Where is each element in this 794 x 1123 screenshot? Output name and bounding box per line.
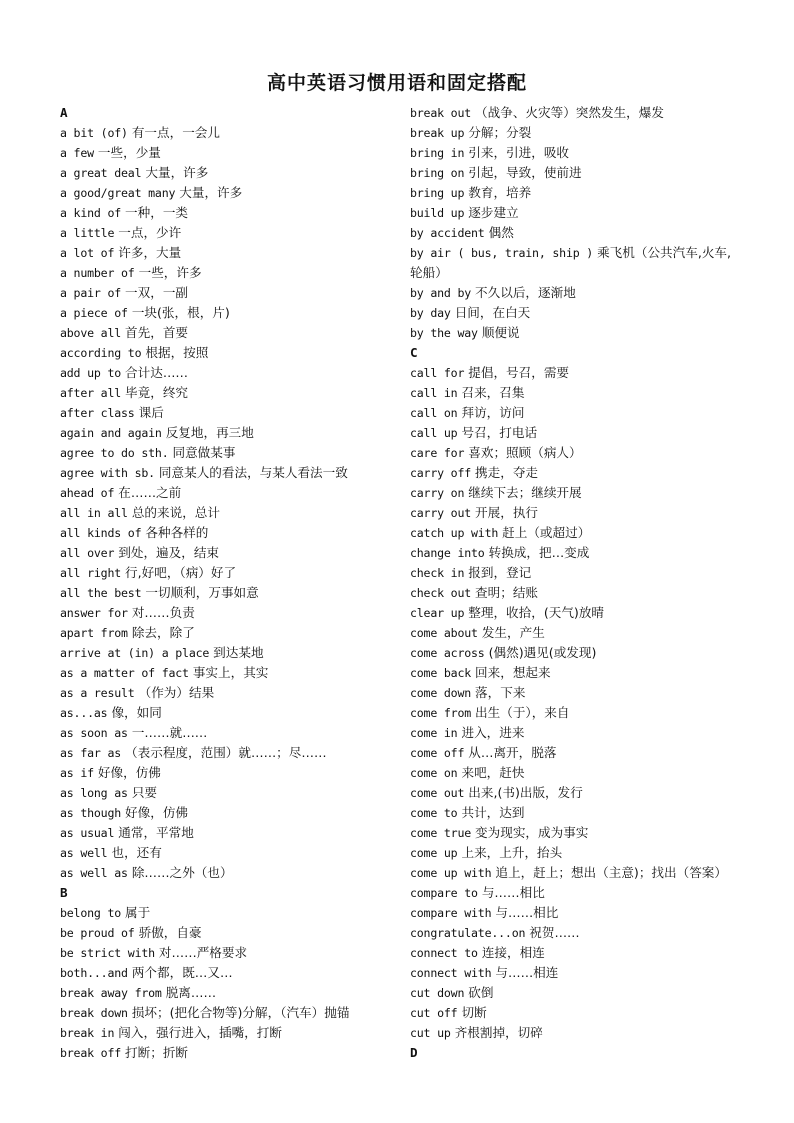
phrase-entry — [410, 583, 742, 603]
phrase-entry — [60, 243, 395, 263]
phrase-entry — [60, 743, 395, 763]
phrase-entry — [60, 183, 395, 203]
phrase-entry — [60, 983, 395, 1003]
phrase-entry — [60, 963, 395, 983]
chinese-meaning: 偶然 — [488, 225, 514, 240]
chinese-meaning: 出来,(书)出版，发行 — [468, 785, 583, 800]
phrase-entry — [60, 923, 395, 943]
chinese-meaning: 乘飞机（公共汽车,火车, — [597, 245, 732, 260]
chinese-meaning: 连接，相连 — [481, 945, 545, 960]
phrase-entry — [60, 143, 395, 163]
english-phrase: by air ( bus, train, ship ) — [410, 246, 594, 260]
chinese-meaning: （战争、火灾等）突然发生，爆发 — [475, 105, 664, 120]
chinese-meaning: 引起，导致，使前进 — [468, 165, 582, 180]
phrase-entry — [60, 643, 395, 663]
chinese-meaning: 追上，赶上；想出（主意)；找出（答案） — [495, 865, 727, 880]
english-phrase: connect with — [410, 966, 492, 980]
chinese-meaning: 上来，上升，抬头 — [461, 845, 563, 860]
phrase-entry — [60, 323, 395, 343]
chinese-meaning: 到达某地 — [213, 645, 264, 660]
chinese-meaning: 一点，少许 — [118, 225, 182, 240]
english-phrase: bring on — [410, 166, 465, 180]
english-phrase: a number of — [60, 266, 135, 280]
phrase-entry — [410, 683, 742, 703]
phrase-entry — [60, 223, 395, 243]
english-phrase: come about — [410, 626, 478, 640]
phrase-entry — [410, 603, 742, 623]
phrase-entry — [410, 103, 742, 123]
english-phrase: come in — [410, 726, 458, 740]
english-phrase: call on — [410, 406, 458, 420]
english-phrase: after all — [60, 386, 122, 400]
english-phrase: all the best — [60, 586, 142, 600]
english-phrase: as...as — [60, 706, 108, 720]
english-phrase: belong to — [60, 906, 122, 920]
phrase-entry — [410, 1023, 742, 1043]
english-phrase: come off — [410, 746, 465, 760]
chinese-meaning: 共计，达到 — [461, 805, 525, 820]
chinese-meaning: 好像，仿佛 — [125, 805, 188, 820]
chinese-meaning: 与……相比 — [481, 885, 545, 900]
chinese-meaning: 逐步建立 — [468, 205, 519, 220]
phrase-entry — [60, 703, 395, 723]
phrase-entry — [410, 523, 742, 543]
chinese-meaning: 有一点，一会儿 — [131, 125, 220, 140]
chinese-meaning: 除……之外（也） — [131, 865, 233, 880]
phrase-entry — [410, 963, 742, 983]
english-phrase: build up — [410, 206, 465, 220]
english-phrase: all kinds of — [60, 526, 142, 540]
phrase-entry — [60, 943, 395, 963]
phrase-entry — [410, 663, 742, 683]
phrase-entry — [60, 623, 395, 643]
english-phrase: as well as — [60, 866, 128, 880]
chinese-meaning: 总的来说，总计 — [131, 505, 220, 520]
chinese-meaning: 骄傲，自豪 — [138, 925, 202, 940]
phrase-entry — [410, 843, 742, 863]
chinese-meaning: 一切顺利，万事如意 — [145, 585, 259, 600]
phrase-entry — [60, 783, 395, 803]
english-phrase: a few — [60, 146, 94, 160]
chinese-meaning: 祝贺…… — [529, 925, 580, 940]
phrase-entry — [410, 503, 742, 523]
chinese-meaning: 喜欢；照顾（病人） — [468, 445, 582, 460]
english-phrase: a little — [60, 226, 115, 240]
phrase-entry — [410, 563, 742, 583]
english-phrase: carry on — [410, 486, 465, 500]
chinese-meaning: 与……相连 — [495, 965, 559, 980]
english-phrase: come from — [410, 706, 472, 720]
english-phrase: break in — [60, 1026, 115, 1040]
english-phrase: compare to — [410, 886, 478, 900]
phrase-entry — [60, 763, 395, 783]
phrase-entry — [60, 203, 395, 223]
english-phrase: agree with sb. — [60, 466, 155, 480]
phrase-entry — [60, 363, 395, 383]
chinese-meaning: 一……就…… — [131, 725, 208, 740]
english-phrase: bring up — [410, 186, 465, 200]
chinese-meaning: 落，下来 — [475, 685, 526, 700]
chinese-meaning: 携走，夺走 — [475, 465, 538, 480]
chinese-meaning: 一双，一副 — [125, 285, 188, 300]
phrase-entry — [410, 463, 742, 483]
phrase-entry — [60, 343, 395, 363]
english-phrase: call for — [410, 366, 465, 380]
phrase-entry — [60, 723, 395, 743]
phrase-entry — [60, 583, 395, 603]
phrase-entry — [60, 843, 395, 863]
chinese-meaning: 开展，执行 — [475, 505, 538, 520]
section-header: D — [410, 1045, 418, 1060]
phrase-entry — [60, 263, 395, 283]
chinese-meaning: 打断；折断 — [125, 1045, 188, 1060]
english-phrase: come back — [410, 666, 472, 680]
english-phrase: break off — [60, 1046, 122, 1060]
phrase-entry — [410, 903, 742, 923]
chinese-meaning: 赶上（或超过） — [502, 525, 591, 540]
chinese-meaning: 行,好吧，（病）好了 — [125, 565, 237, 580]
chinese-meaning: 进入，进来 — [461, 725, 525, 740]
english-phrase: bring in — [410, 146, 465, 160]
phrase-entry — [410, 263, 742, 283]
chinese-meaning: 转换成，把…变成 — [488, 545, 590, 560]
chinese-meaning: 号召，打电话 — [461, 425, 538, 440]
english-phrase: call up — [410, 426, 458, 440]
chinese-meaning: 根据，按照 — [145, 345, 209, 360]
phrase-entry — [410, 423, 742, 443]
chinese-meaning: 合计达…… — [125, 365, 188, 380]
chinese-meaning: 首先，首要 — [125, 325, 188, 340]
phrase-entry — [410, 443, 742, 463]
chinese-meaning: 两个都，既…又… — [131, 965, 233, 980]
english-phrase: a pair of — [60, 286, 122, 300]
english-phrase: answer for — [60, 606, 128, 620]
phrase-entry — [60, 563, 395, 583]
chinese-meaning: 只要 — [131, 785, 157, 800]
chinese-meaning: 除去，除了 — [131, 625, 195, 640]
english-phrase: by the way — [410, 326, 478, 340]
english-phrase: as far as — [60, 746, 122, 760]
chinese-meaning: 齐根割掉，切碎 — [454, 1025, 543, 1040]
phrase-entry — [60, 483, 395, 503]
chinese-meaning: 反复地，再三地 — [165, 425, 254, 440]
chinese-meaning: 整理，收拾，(天气)放晴 — [468, 605, 605, 620]
chinese-meaning: 出生（于），来自 — [475, 705, 570, 720]
phrase-entry — [60, 523, 395, 543]
chinese-meaning: 好像，仿佛 — [97, 765, 161, 780]
english-phrase: check out — [410, 586, 472, 600]
english-phrase: a lot of — [60, 246, 115, 260]
section-header: C — [410, 345, 418, 360]
chinese-meaning: 一种，一类 — [125, 205, 188, 220]
english-phrase: apart from — [60, 626, 128, 640]
page-title: 高中英语习惯用语和固定搭配 — [266, 72, 527, 94]
english-phrase: as a result — [60, 686, 135, 700]
chinese-meaning: 砍倒 — [468, 985, 494, 1000]
phrase-entry — [60, 603, 395, 623]
chinese-meaning: 来吧，赶快 — [461, 765, 525, 780]
english-phrase: agree to do sth. — [60, 446, 169, 460]
phrase-entry — [60, 423, 395, 443]
phrase-entry — [60, 303, 395, 323]
english-phrase: a good/great many — [60, 186, 176, 200]
english-phrase: as if — [60, 766, 94, 780]
phrase-entry — [410, 483, 742, 503]
english-phrase: as though — [60, 806, 122, 820]
chinese-meaning: 到处，遍及，结束 — [118, 545, 219, 560]
english-phrase: carry off — [410, 466, 472, 480]
phrase-entry — [410, 863, 742, 883]
phrase-entry — [60, 903, 395, 923]
chinese-meaning: 毕竟，终究 — [125, 385, 188, 400]
phrase-entry — [410, 283, 742, 303]
chinese-meaning: 拜访，访问 — [461, 405, 525, 420]
phrase-entry — [410, 1003, 742, 1023]
english-phrase: come true — [410, 826, 472, 840]
chinese-meaning: 顺便说 — [481, 325, 520, 340]
chinese-meaning: 事实上，其实 — [192, 665, 269, 680]
english-phrase: break down — [60, 1006, 128, 1020]
english-phrase: connect to — [410, 946, 478, 960]
english-phrase: both...and — [60, 966, 128, 980]
english-phrase: come to — [410, 806, 458, 820]
english-phrase: as a matter of fact — [60, 666, 189, 680]
english-phrase: as usual — [60, 826, 115, 840]
phrase-entry — [410, 923, 742, 943]
phrase-entry — [410, 743, 742, 763]
chinese-meaning: (偶然)遇见(或发现) — [488, 645, 597, 660]
english-phrase: come across — [410, 646, 485, 660]
english-phrase: come out — [410, 786, 465, 800]
phrase-entry — [410, 223, 742, 243]
phrase-entry — [60, 463, 395, 483]
english-phrase: be proud of — [60, 926, 135, 940]
phrase-entry — [60, 543, 395, 563]
english-phrase: after class — [60, 406, 135, 420]
phrase-entry — [60, 443, 395, 463]
phrase-entry — [410, 203, 742, 223]
phrase-entry — [410, 703, 742, 723]
english-phrase: carry out — [410, 506, 472, 520]
english-phrase: catch up with — [410, 526, 499, 540]
phrase-entry — [410, 323, 742, 343]
phrase-entry — [410, 303, 742, 323]
chinese-meaning: 大量，许多 — [145, 165, 209, 180]
phrase-entry — [410, 243, 742, 263]
chinese-meaning: 对……负责 — [131, 605, 195, 620]
chinese-meaning: 通常，平常地 — [118, 825, 194, 840]
english-phrase: check in — [410, 566, 465, 580]
chinese-meaning: 发生，产生 — [481, 625, 545, 640]
english-phrase: a kind of — [60, 206, 122, 220]
phrase-entry — [410, 183, 742, 203]
chinese-meaning: 脱离…… — [165, 985, 217, 1000]
phrase-entry — [410, 643, 742, 663]
section-header: B — [60, 885, 68, 900]
english-phrase: congratulate...on — [410, 926, 526, 940]
phrase-entry — [60, 383, 395, 403]
phrase-entry — [60, 823, 395, 843]
chinese-meaning: 同意某人的看法，与某人看法一致 — [158, 465, 348, 480]
english-phrase: cut down — [410, 986, 465, 1000]
left-column — [60, 103, 395, 1063]
english-phrase: all right — [60, 566, 122, 580]
chinese-meaning: 引来，引进，吸收 — [468, 145, 569, 160]
english-phrase: above all — [60, 326, 122, 340]
chinese-meaning: 不久以后，逐渐地 — [475, 285, 576, 300]
english-phrase: as well — [60, 846, 108, 860]
english-phrase: change into — [410, 546, 485, 560]
phrase-entry — [410, 943, 742, 963]
phrase-entry — [60, 123, 395, 143]
english-phrase: a bit (of) — [60, 126, 128, 140]
phrase-entry — [60, 1043, 395, 1063]
chinese-meaning: 教育，培养 — [468, 185, 532, 200]
english-phrase: care for — [410, 446, 465, 460]
chinese-meaning: 召来，召集 — [461, 385, 525, 400]
english-phrase: come up with — [410, 866, 492, 880]
english-phrase: cut off — [410, 1006, 458, 1020]
english-phrase: a piece of — [60, 306, 128, 320]
chinese-meaning: 大量，许多 — [179, 185, 243, 200]
phrase-entry — [60, 503, 395, 523]
english-phrase: compare with — [410, 906, 492, 920]
english-phrase: as soon as — [60, 726, 128, 740]
chinese-meaning: 损坏；(把化合物等)分解，（汽车）抛锚 — [131, 1005, 350, 1020]
english-phrase: break up — [410, 126, 465, 140]
english-phrase: come on — [410, 766, 458, 780]
phrase-entry — [410, 723, 742, 743]
phrase-entry — [410, 163, 742, 183]
phrase-entry — [60, 403, 395, 423]
chinese-meaning: 一些，许多 — [138, 265, 202, 280]
chinese-meaning: 一些，少量 — [97, 145, 161, 160]
chinese-meaning: 与……相比 — [495, 905, 559, 920]
english-phrase: all over — [60, 546, 115, 560]
english-phrase: break away from — [60, 986, 162, 1000]
chinese-meaning: 变为现实，成为事实 — [475, 825, 589, 840]
chinese-meaning: （作为）结果 — [138, 685, 215, 700]
chinese-meaning: 查明；结账 — [475, 585, 538, 600]
chinese-meaning: 也，还有 — [111, 845, 162, 860]
phrase-entry — [60, 1023, 395, 1043]
phrase-entry — [410, 763, 742, 783]
english-phrase: ahead of — [60, 486, 115, 500]
chinese-meaning: 轮船） — [410, 265, 448, 280]
chinese-meaning: 提倡，号召，需要 — [468, 365, 569, 380]
english-phrase: according to — [60, 346, 142, 360]
english-phrase: cut up — [410, 1026, 451, 1040]
english-phrase: all in all — [60, 506, 128, 520]
english-phrase: by and by — [410, 286, 472, 300]
phrase-entry — [410, 623, 742, 643]
english-phrase: by day — [410, 306, 451, 320]
english-phrase: arrive at (in) a place — [60, 646, 210, 660]
english-phrase: add up to — [60, 366, 122, 380]
chinese-meaning: 日间，在白天 — [454, 305, 531, 320]
chinese-meaning: 各种各样的 — [145, 525, 209, 540]
phrase-entry — [410, 983, 742, 1003]
phrase-entry — [410, 883, 742, 903]
chinese-meaning: 切断 — [461, 1005, 487, 1020]
english-phrase: be strict with — [60, 946, 155, 960]
chinese-meaning: 分解；分裂 — [468, 125, 532, 140]
english-phrase: break out — [410, 106, 472, 120]
phrase-entry — [410, 123, 742, 143]
phrase-entry — [410, 823, 742, 843]
phrase-entry — [410, 403, 742, 423]
phrase-entry — [410, 143, 742, 163]
chinese-meaning: 继续下去；继续开展 — [468, 485, 582, 500]
english-phrase: a great deal — [60, 166, 142, 180]
chinese-meaning: 属于 — [125, 905, 151, 920]
chinese-meaning: 回来，想起来 — [475, 665, 551, 680]
phrase-entry — [60, 163, 395, 183]
chinese-meaning: 课后 — [138, 405, 164, 420]
chinese-meaning: 许多，大量 — [118, 245, 182, 260]
chinese-meaning: 报到，登记 — [468, 565, 532, 580]
english-phrase: come up — [410, 846, 458, 860]
chinese-meaning: 像，如同 — [111, 705, 162, 720]
english-phrase: come down — [410, 686, 472, 700]
english-phrase: as long as — [60, 786, 128, 800]
phrase-entry — [410, 783, 742, 803]
english-phrase: clear up — [410, 606, 465, 620]
phrase-entry — [60, 283, 395, 303]
english-phrase: call in — [410, 386, 458, 400]
chinese-meaning: 闯入，强行进入，插嘴，打断 — [118, 1025, 282, 1040]
chinese-meaning: 同意做某事 — [172, 445, 236, 460]
phrase-entry — [60, 683, 395, 703]
right-column — [410, 103, 742, 1063]
english-phrase: again and again — [60, 426, 162, 440]
phrase-entry — [410, 543, 742, 563]
chinese-meaning: 对……严格要求 — [158, 945, 248, 960]
phrase-entry — [60, 863, 395, 883]
phrase-entry — [60, 1003, 395, 1023]
phrase-entry — [60, 663, 395, 683]
chinese-meaning: （表示程度，范围）就……；尽…… — [125, 745, 327, 760]
phrase-entry — [60, 803, 395, 823]
phrase-entry — [410, 803, 742, 823]
phrase-entry — [410, 383, 742, 403]
chinese-meaning: 从…离开，脱落 — [468, 745, 557, 760]
chinese-meaning: 在……之前 — [118, 485, 182, 500]
phrase-entry — [410, 363, 742, 383]
section-header: A — [60, 105, 68, 120]
english-phrase: by accident — [410, 226, 485, 240]
chinese-meaning: 一块(张，根，片) — [131, 305, 230, 320]
